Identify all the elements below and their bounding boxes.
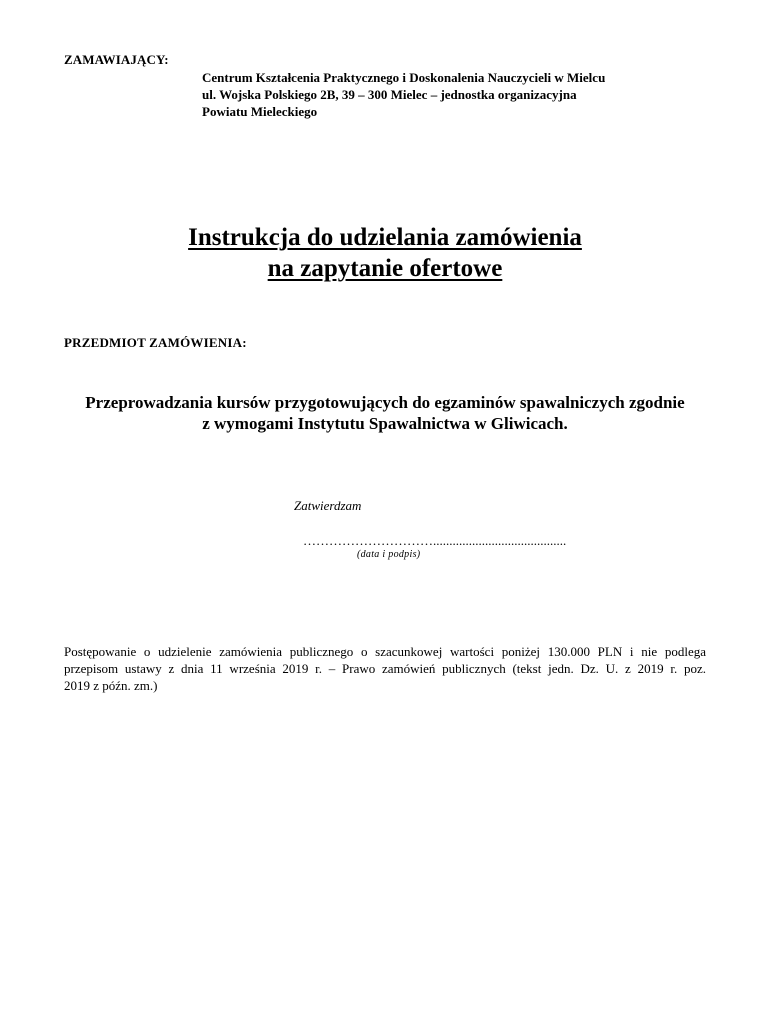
notice-line-2: przepisom ustawy z dnia 11 września 2019 r. – Prawo zamówień publicznych (tekst jedn. Dz. U. z 2019 r. poz. [64,661,706,676]
authority-county-line: Powiatu Mieleckiego [202,104,318,119]
title-line-1: Instrukcja do udzielania zamówienia [188,224,582,251]
subject-line-1: Przeprowadzania kursów przygotowujących do egzaminów spawalniczych zgodnie [85,393,685,412]
subject-description [0,392,770,434]
approval-text: Zatwierdzam [294,498,362,513]
notice-line-3: 2019 z późn. zm.) [64,678,158,693]
legal-notice [64,643,706,694]
subject-label: PRZEDMIOT ZAMÓWIENIA: [64,335,247,350]
contracting-authority-label: ZAMAWIAJĄCY: [64,52,169,67]
signature-caption: (data i podpis) [357,549,421,560]
authority-name-line: Centrum Kształcenia Praktycznego i Doskonalenia Nauczycieli w Mielcu [202,70,606,85]
authority-address-line: ul. Wojska Polskiego 2B, 39 – 300 Mielec – jednostka organizacyjna [202,87,577,102]
title-line-2: na zapytanie ofertowe [267,255,503,282]
subject-line-2: z wymogami Instytutu Spawalnictwa w Gliwicach. [202,414,568,433]
signature-line: …………………………......................................... [303,533,567,548]
document-title [0,222,770,284]
contracting-authority-address [202,69,605,120]
notice-line-1: Postępowanie o udzielenie zamówienia publicznego o szacunkowej wartości poniżej 130.000 PLN i nie podlega [64,644,706,659]
